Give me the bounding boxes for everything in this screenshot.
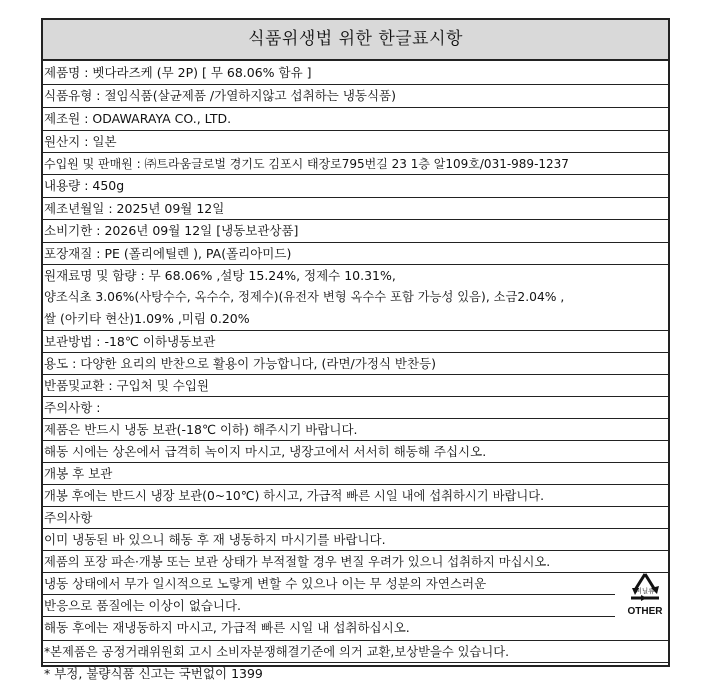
ingredients-row-2: 양조식초 3.06%(사탕수수, 옥수수, 정제수)(유전자 변형 옥수수 포함 가능성 있음), 소금2.04% , [44,290,565,304]
manufacture-date-row: 제조년월일 : 2025년 09월 12일 [44,201,225,216]
manufacturer-row: 제조원 : ODAWARAYA CO., LTD. [44,111,232,126]
discoloration-row-2: 반응으로 품질에는 이상이 없습니다. [44,598,242,613]
divider [43,352,668,353]
divider [43,242,668,243]
divider [43,174,668,175]
divider [43,396,668,397]
divider [43,640,668,641]
divider [43,130,668,131]
divider [43,484,668,485]
divider [43,616,615,617]
divider [43,418,668,419]
divider [43,219,668,220]
recycle-icon [624,570,666,608]
divider [43,662,668,663]
notice-heading: 주의사항 [44,510,93,525]
divider [43,572,668,573]
damaged-package-row: 제품의 포장 파손·개봉 또는 보관 상태가 부적절할 경우 변질 우려가 있으니 섭취하지 마십시오. [44,555,551,569]
divider [43,440,668,441]
divider [43,528,668,529]
divider [43,264,668,265]
returns-row: 반품및교환 : 구입처 및 수입원 [44,378,210,393]
product-name-row: 제품명 : 벳다라즈케 (무 2P) [ 무 68.06% 함유 ] [44,65,312,80]
food-label-table [41,18,670,681]
caution-frozen-row: 제품은 반드시 냉동 보관(-18℃ 이하) 해주시기 바랍니다. [44,422,358,437]
ingredients-row-3: 쌀 (아키타 현산)1.09% ,미림 0.20% [44,311,250,326]
divider [43,550,668,551]
food-type-row: 식품유형 : 절임식품(살균제품 /가열하지않고 섭취하는 냉동식품) [44,88,396,103]
divider [43,462,668,463]
divider [43,152,668,153]
no-refreeze-row: 이미 냉동된 바 있으니 해동 후 재 냉동하지 마시기를 바랍니다. [44,532,386,547]
recycle-mark [621,570,669,620]
origin-row: 원산지 : 일본 [44,134,117,149]
refreeze-warning-row: 해동 후에는 재냉동하지 마시고, 가급적 빠른 시일 내 섭취하십시오. [44,620,410,635]
storage-row: 보관방법 : -18℃ 이하냉동보관 [44,334,216,349]
usage-row: 용도 : 다양한 요리의 반찬으로 활용이 가능합니다, (라면/가정식 반찬등) [44,356,437,371]
recycle-inner-text: 비닐류 [635,587,655,595]
after-opening-row: 개봉 후에는 반드시 냉장 보관(0~10℃) 하시고, 가급적 빠른 시일 내에 섭취하시기 바랍니다. [44,489,544,503]
packaging-row: 포장재질 : PE (폴리에틸렌 ), PA(폴리아미드) [44,246,292,261]
discoloration-row-1: 냉동 상태에서 무가 일시적으로 노랗게 변할 수 있으나 이는 무 성분의 자연스러운 [44,576,487,591]
recycle-label: OTHER [627,606,663,617]
caution-heading: 주의사항 : [44,400,101,415]
divider [43,330,668,331]
consumer-compensation-row: *본제품은 공정거래위원회 고시 소비자분쟁해결기준에 의거 교환,보상받을수 있습니다. [44,645,510,659]
divider [43,506,668,507]
net-content-row: 내용량 : 450g [44,178,125,193]
importer-row: 수입원 및 판매원 : ㈜트라움글로벌 경기도 김포시 태장로795번길 23 1층 알109호/031-989-1237 [44,157,569,171]
divider [43,374,668,375]
divider [43,107,668,108]
expiry-row: 소비기한 : 2026년 09월 12일 [냉동보관상품] [44,223,299,238]
divider [43,594,615,595]
ingredients-row-1: 원재료명 및 함량 : 무 68.06% ,설탕 15.24%, 정제수 10.31%, [44,268,396,283]
divider [43,197,668,198]
report-hotline-row: * 부정, 불량식품 신고는 국번없이 1399 [44,666,263,681]
label-title: 식품위생법 위한 한글표시항 [43,20,668,61]
divider [43,84,668,85]
caution-thaw-row: 해동 시에는 상온에서 급격히 녹이지 마시고, 냉장고에서 서서히 해동해 주십시오. [44,444,487,459]
after-opening-heading: 개봉 후 보관 [44,466,113,481]
